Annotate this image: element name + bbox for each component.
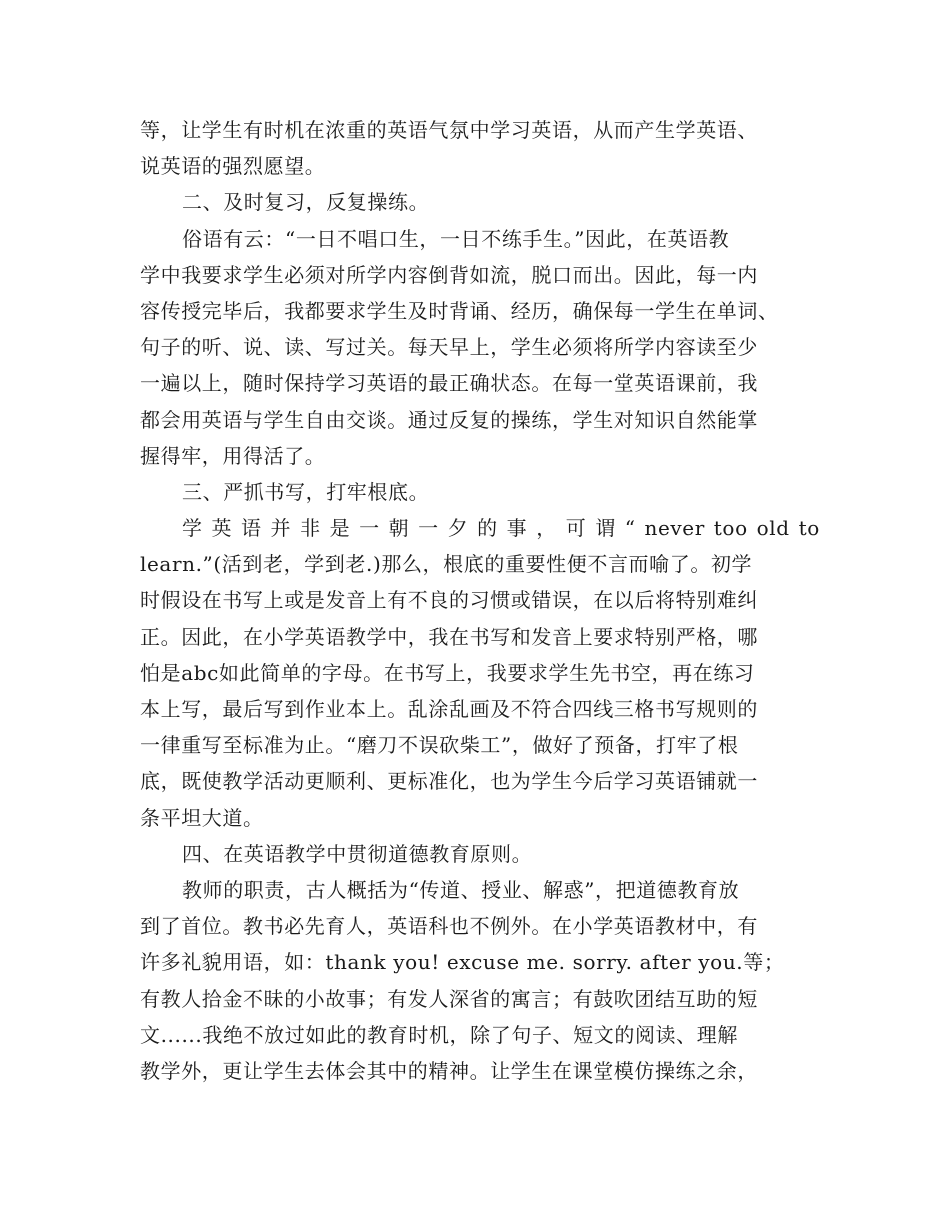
text-segment: 一 — [418, 516, 439, 541]
text-segment: 一 — [359, 516, 380, 541]
text-line: 本上写，最后写到作业本上。乱涂乱画及不符合四线三格书写规则的 — [140, 697, 758, 721]
text-line: 底，既使教学活动更顺利、更标准化，也为学生今后学习英语铺就一 — [140, 769, 758, 794]
text-line: 学中我要求学生必须对所学内容倒背如流，脱口而出。因此，每一内 — [140, 262, 758, 287]
text-line: 一遍以上，随时保持学习英语的最正确状态。在每一堂英语课前，我 — [140, 371, 758, 396]
text-line — [140, 510, 820, 546]
text-line: 怕是abc如此简单的字母。在书写上，我要求学生先书空，再在练习 — [140, 660, 755, 685]
text-segment: 语 — [241, 516, 262, 541]
text-segment: 朝 — [388, 516, 410, 541]
text-line: 到了首位。教书必先育人，英语科也不例外。在小学英语教材中，有 — [140, 914, 758, 939]
text-line: 教学外，更让学生去体会其中的精神。让学生在课堂模仿操练之余， — [140, 1058, 758, 1083]
text-segment: 夕 — [447, 516, 469, 541]
text-segment: 的 — [477, 516, 498, 541]
text-line: 时假设在书写上或是发音上有不良的习惯或错误，在以后将特别难纠 — [140, 588, 758, 613]
text-line: 许多礼貌用语，如：thank you! excuse me. sorry. after you.等； — [140, 950, 785, 975]
text-line: 俗语有云：“一日不唱口生，一日不练手生。”因此，在英语教 — [182, 226, 730, 251]
text-line: 握得牢，用得活了。 — [140, 443, 326, 468]
text-line: 正。因此，在小学英语教学中，我在书写和发音上要求特别严格，哪 — [140, 624, 758, 649]
text-line: 容传授完毕后，我都要求学生及时背诵、经历，确保每一学生在单词、 — [140, 298, 779, 323]
text-line: 文......我绝不放过如此的教育时机，除了句子、短文的阅读、理解 — [140, 1022, 738, 1047]
text-segment: ， — [536, 516, 557, 541]
text-segment: 并 — [270, 516, 292, 541]
text-segment: to — [798, 516, 820, 541]
text-segment: 学 — [182, 516, 203, 541]
text-segment: never — [644, 516, 705, 541]
text-line: 一律重写至标准为止。“磨刀不误砍柴工”，做好了预备，打牢了根 — [140, 733, 739, 758]
text-segment: 谓 — [595, 516, 616, 541]
text-line: 条平坦大道。 — [140, 805, 264, 830]
text-line: 教师的职责，古人概括为“传道、授业、解惑”，把道德教育放 — [182, 877, 740, 902]
text-segment: old — [756, 516, 790, 541]
text-line: 四、在英语教学中贯彻道德教育原则。 — [182, 841, 533, 866]
text-segment: 是 — [329, 516, 351, 541]
text-segment: “ — [624, 516, 636, 541]
text-segment: 英 — [211, 516, 233, 541]
text-segment: too — [713, 516, 748, 541]
text-segment: 可 — [565, 516, 587, 541]
text-line: 二、及时复习，反复操练。 — [182, 190, 430, 215]
body-text — [140, 112, 820, 1089]
text-segment: 非 — [300, 516, 321, 541]
text-line: 句子的听、说、读、写过关。每天早上，学生必须将所学内容读至少 — [140, 335, 758, 360]
text-line: learn.”(活到老，学到老.)那么，根底的重要性便不言而喻了。初学 — [140, 552, 753, 577]
text-segment: 事 — [506, 516, 528, 541]
text-line: 有教人拾金不昧的小故事；有发人深省的寓言；有鼓吹团结互助的短 — [140, 986, 758, 1011]
text-line: 都会用英语与学生自由交谈。通过反复的操练，学生对知识自然能掌 — [140, 407, 758, 432]
text-line: 说英语的强烈愿望。 — [140, 154, 326, 179]
text-line: 等，让学生有时机在浓重的英语气氛中学习英语，从而产生学英语、 — [140, 118, 758, 142]
text-line: 三、严抓书写，打牢根底。 — [182, 479, 430, 504]
